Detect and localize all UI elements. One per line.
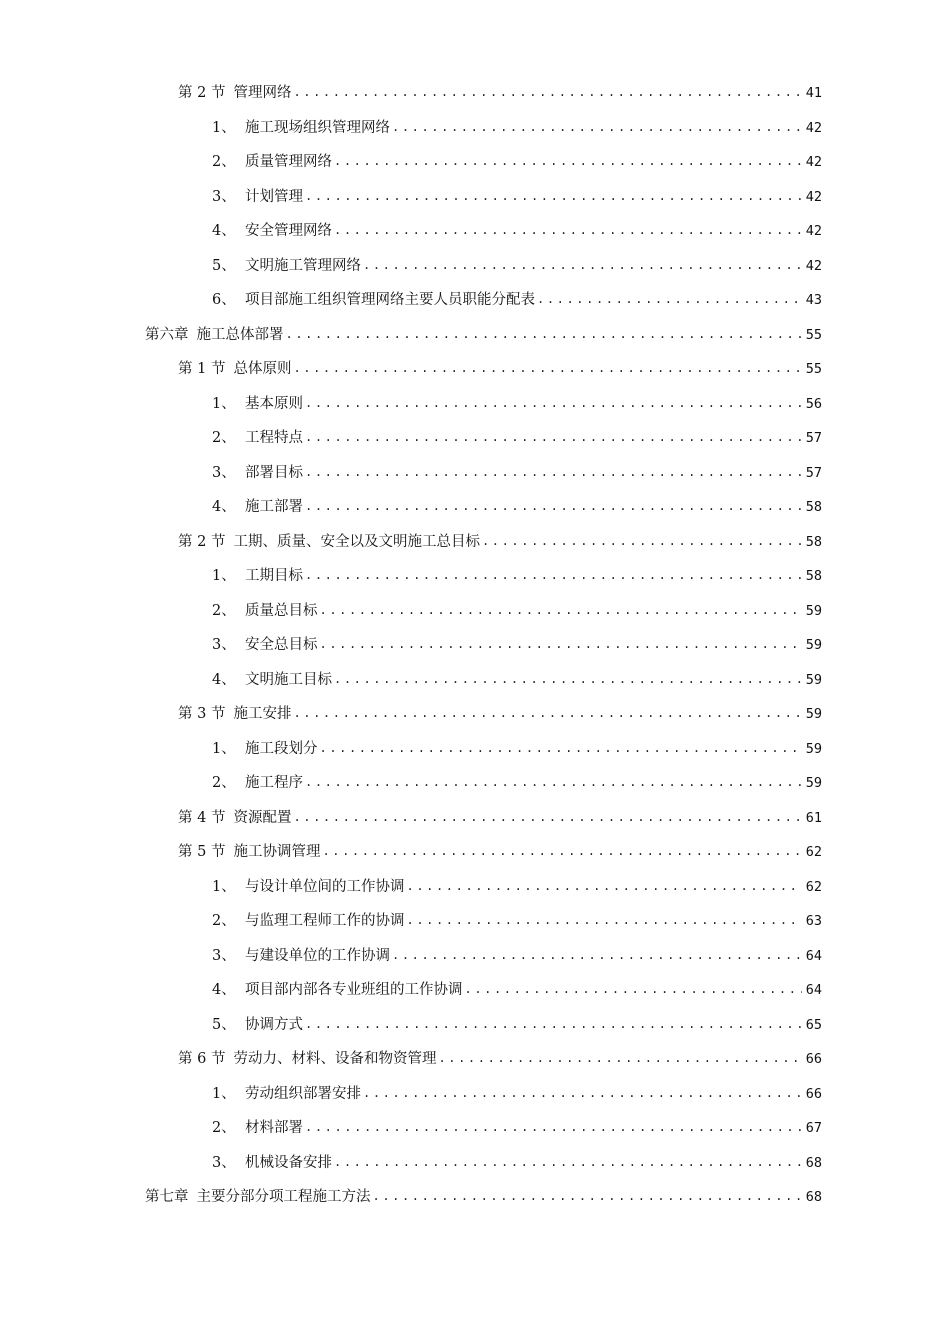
toc-entry-link[interactable] xyxy=(212,500,822,515)
toc-entry-link[interactable] xyxy=(212,776,822,791)
toc-entry-title: 施工总体部署 xyxy=(196,326,284,343)
toc-page-number: 64 xyxy=(805,947,822,964)
toc-page-number: 55 xyxy=(805,361,822,377)
toc-dot-leader xyxy=(305,569,802,581)
toc-entry-title: 管理网络 xyxy=(233,85,292,101)
toc-section-row[interactable] xyxy=(0,352,950,387)
toc-item-row[interactable] xyxy=(0,594,950,629)
toc-entry-link[interactable] xyxy=(212,1156,822,1171)
toc-entry-link[interactable] xyxy=(212,293,822,308)
toc-entry-link[interactable] xyxy=(178,707,822,722)
toc-item-row[interactable] xyxy=(0,249,950,284)
toc-dot-leader xyxy=(392,121,802,133)
toc-section-row[interactable] xyxy=(0,697,950,732)
toc-item-row[interactable] xyxy=(0,732,950,767)
toc-section-row[interactable] xyxy=(0,76,950,111)
toc-dot-leader xyxy=(363,1087,802,1099)
toc-page-number: 58 xyxy=(805,568,822,584)
toc-dot-leader xyxy=(286,328,803,340)
toc-dot-leader xyxy=(305,1018,802,1030)
toc-item-row[interactable] xyxy=(0,490,950,525)
toc-entry-title: 资源配置 xyxy=(233,809,292,826)
toc-item-row[interactable] xyxy=(0,628,950,663)
toc-page-number: 58 xyxy=(805,499,822,515)
toc-entry-number: 1、 xyxy=(212,740,236,757)
toc-page-number: 66 xyxy=(805,1051,822,1067)
toc-entry-link[interactable] xyxy=(212,155,822,170)
toc-item-row[interactable] xyxy=(0,283,950,318)
toc-page-number: 56 xyxy=(805,395,822,412)
toc-page-number: 59 xyxy=(805,706,822,722)
toc-entry-number: 1、 xyxy=(212,878,236,895)
toc-entry-link[interactable] xyxy=(178,362,822,377)
toc-entry-title: 与建设单位的工作协调 xyxy=(245,947,390,964)
toc-entry-number: 2、 xyxy=(212,1120,236,1136)
toc-dot-leader xyxy=(305,1121,802,1133)
toc-section-row[interactable] xyxy=(0,801,950,836)
toc-entry-number: 第 2 节 xyxy=(178,85,226,101)
toc-dot-leader xyxy=(482,535,802,547)
toc-entry-number: 第 4 节 xyxy=(178,809,226,826)
toc-entry-link[interactable] xyxy=(212,638,822,653)
toc-entry-number: 1、 xyxy=(212,119,236,136)
toc-entry-link[interactable] xyxy=(178,845,822,860)
toc-page-number: 64 xyxy=(805,982,822,998)
toc-section-row[interactable] xyxy=(0,835,950,870)
toc-item-row[interactable] xyxy=(0,870,950,905)
toc-entry-title: 施工段划分 xyxy=(245,740,318,757)
toc-entry-link[interactable] xyxy=(178,535,822,550)
toc-dot-leader xyxy=(438,1052,802,1064)
toc-entry-number: 4、 xyxy=(212,671,236,688)
toc-item-row[interactable] xyxy=(0,145,950,180)
toc-entry-title: 文明施工管理网络 xyxy=(245,257,361,274)
toc-entry-number: 4、 xyxy=(212,223,236,239)
toc-entry-link[interactable] xyxy=(212,569,822,584)
toc-entry-title: 部署目标 xyxy=(245,464,303,481)
toc-entry-link[interactable] xyxy=(212,121,822,136)
toc-dot-leader xyxy=(293,86,802,98)
toc-page-number: 59 xyxy=(805,637,822,653)
toc-entry-number: 1、 xyxy=(212,568,236,584)
toc-entry-title: 机械设备安排 xyxy=(245,1154,332,1171)
toc-entry-link[interactable] xyxy=(212,983,822,998)
toc-entry-title: 主要分部分项工程施工方法 xyxy=(196,1189,371,1205)
toc-entry-link[interactable] xyxy=(212,604,822,619)
toc-entry-link[interactable] xyxy=(145,328,822,343)
toc-page-number: 67 xyxy=(805,1120,822,1136)
toc-page-number: 42 xyxy=(805,257,822,274)
toc-dot-leader xyxy=(537,293,802,305)
toc-page-number: 65 xyxy=(805,1016,822,1033)
toc-chapter-row[interactable] xyxy=(0,318,950,353)
toc-dot-leader xyxy=(322,845,802,857)
toc-item-row[interactable] xyxy=(0,421,950,456)
toc-item-row[interactable] xyxy=(0,559,950,594)
toc-page-number: 66 xyxy=(805,1085,822,1102)
toc-entry-title: 质量管理网络 xyxy=(245,154,332,170)
toc-page-number: 59 xyxy=(805,671,822,688)
toc-chapter-row[interactable] xyxy=(0,1180,950,1215)
toc-section-row[interactable] xyxy=(0,525,950,560)
toc-item-row[interactable] xyxy=(0,1146,950,1181)
toc-entry-title: 劳动力、材料、设备和物资管理 xyxy=(233,1051,437,1067)
toc-entry-number: 4、 xyxy=(212,499,236,515)
toc-entry-number: 3、 xyxy=(212,1154,236,1171)
toc-entry-number: 1、 xyxy=(212,395,236,412)
toc-entry-number: 4、 xyxy=(212,982,236,998)
toc-entry-number: 第 3 节 xyxy=(178,706,226,722)
toc-dot-leader xyxy=(320,742,803,754)
toc-entry-title: 总体原则 xyxy=(233,361,292,377)
toc-entry-title: 文明施工目标 xyxy=(245,671,332,688)
toc-entry-title: 项目部施工组织管理网络主要人员职能分配表 xyxy=(245,292,535,308)
toc-entry-number: 6、 xyxy=(212,292,236,308)
toc-item-row[interactable] xyxy=(0,1111,950,1146)
toc-entry-number: 5、 xyxy=(212,1016,236,1033)
toc-entry-number: 第六章 xyxy=(145,326,189,343)
toc-page-number: 68 xyxy=(805,1189,822,1205)
toc-dot-leader xyxy=(334,155,802,167)
toc-item-row[interactable] xyxy=(0,1077,950,1112)
toc-entry-number: 2、 xyxy=(212,602,236,619)
toc-page-number: 57 xyxy=(805,464,822,481)
toc-section-row[interactable] xyxy=(0,1042,950,1077)
toc-entry-title: 工期、质量、安全以及文明施工总目标 xyxy=(233,533,480,550)
toc-entry-number: 2、 xyxy=(212,430,236,446)
toc-dot-leader xyxy=(293,707,802,719)
toc-entry-number: 2、 xyxy=(212,775,236,791)
toc-page-number: 59 xyxy=(805,775,822,791)
toc-entry-link[interactable] xyxy=(212,397,822,412)
toc-entry-number: 第 1 节 xyxy=(178,361,226,377)
toc-dot-leader xyxy=(293,811,802,823)
toc-page-number: 59 xyxy=(805,602,822,619)
toc-entry-link[interactable] xyxy=(212,259,822,274)
toc-dot-leader xyxy=(305,776,802,788)
toc-item-row[interactable] xyxy=(0,387,950,422)
toc-entry-number: 第 5 节 xyxy=(178,844,226,860)
toc-entry-title: 安全总目标 xyxy=(245,637,318,653)
toc-entry-link[interactable] xyxy=(212,949,822,964)
toc-entry-title: 与设计单位间的工作协调 xyxy=(245,878,405,895)
toc-page-number: 62 xyxy=(805,844,822,860)
toc-entry-title: 施工协调管理 xyxy=(233,844,321,860)
toc-dot-leader xyxy=(305,500,802,512)
toc-dot-leader xyxy=(320,638,803,650)
toc-entry-title: 施工现场组织管理网络 xyxy=(245,119,390,136)
toc-entry-link[interactable] xyxy=(212,914,822,929)
toc-entry-title: 施工部署 xyxy=(245,499,303,515)
toc-dot-leader xyxy=(305,431,802,443)
toc-entry-link[interactable] xyxy=(212,466,822,481)
toc-entry-title: 计划管理 xyxy=(245,188,303,205)
toc-page-number: 62 xyxy=(805,878,822,895)
toc-dot-leader xyxy=(305,397,802,409)
toc-entry-link[interactable] xyxy=(178,1052,822,1067)
toc-entry-link[interactable] xyxy=(178,86,822,101)
toc-dot-leader xyxy=(407,880,803,892)
toc-dot-leader xyxy=(465,983,803,995)
toc-dot-leader xyxy=(305,466,802,478)
toc-item-row[interactable] xyxy=(0,214,950,249)
toc-page-number: 42 xyxy=(805,188,822,205)
toc-entry-link[interactable] xyxy=(212,1087,822,1102)
toc-page-number: 61 xyxy=(805,809,822,826)
toc-page-number: 41 xyxy=(805,85,822,101)
toc-entry-title: 工期目标 xyxy=(245,568,303,584)
toc-entry-number: 第 2 节 xyxy=(178,533,226,550)
toc-entry-link[interactable] xyxy=(212,1121,822,1136)
toc-entry-number: 3、 xyxy=(212,188,236,205)
toc-entry-link[interactable] xyxy=(145,1190,822,1205)
toc-entry-number: 3、 xyxy=(212,637,236,653)
toc-entry-title: 项目部内部各专业班组的工作协调 xyxy=(245,982,463,998)
toc-page-number: 58 xyxy=(805,533,822,550)
toc-entry-link[interactable] xyxy=(178,811,822,826)
toc-entry-number: 第七章 xyxy=(145,1189,189,1205)
toc-item-row[interactable] xyxy=(0,111,950,146)
toc-item-row[interactable] xyxy=(0,973,950,1008)
toc-entry-title: 协调方式 xyxy=(245,1016,303,1033)
toc-entry-title: 与监理工程师工作的协调 xyxy=(245,913,405,929)
toc-dot-leader xyxy=(334,224,802,236)
toc-entry-link[interactable] xyxy=(212,1018,822,1033)
toc-entry-title: 基本原则 xyxy=(245,395,303,412)
toc-entry-title: 安全管理网络 xyxy=(245,223,332,239)
toc-page-number: 59 xyxy=(805,740,822,757)
toc-dot-leader xyxy=(293,362,802,374)
toc-entry-link[interactable] xyxy=(212,190,822,205)
toc-entry-title: 质量总目标 xyxy=(245,602,318,619)
toc-item-row[interactable] xyxy=(0,456,950,491)
toc-entry-title: 劳动组织部署安排 xyxy=(245,1085,361,1102)
toc-entry-link[interactable] xyxy=(212,880,822,895)
toc-entry-link[interactable] xyxy=(212,673,822,688)
toc-entry-title: 材料部署 xyxy=(245,1120,303,1136)
toc-page-number: 42 xyxy=(805,154,822,170)
toc-item-row[interactable] xyxy=(0,904,950,939)
toc-dot-leader xyxy=(305,190,802,202)
toc-page-number: 63 xyxy=(805,913,822,929)
toc-entry-number: 2、 xyxy=(212,913,236,929)
toc-page-number: 68 xyxy=(805,1154,822,1171)
toc-entry-number: 3、 xyxy=(212,464,236,481)
toc-dot-leader xyxy=(392,949,802,961)
toc-item-row[interactable] xyxy=(0,180,950,215)
toc-dot-leader xyxy=(407,914,803,926)
toc-dot-leader xyxy=(373,1190,803,1202)
toc-entry-link[interactable] xyxy=(212,224,822,239)
toc-dot-leader xyxy=(320,604,803,616)
toc-entry-number: 5、 xyxy=(212,257,236,274)
toc-item-row[interactable] xyxy=(0,663,950,698)
toc-dot-leader xyxy=(334,1156,802,1168)
toc-page-number: 42 xyxy=(805,223,822,239)
table-of-contents xyxy=(0,76,950,1215)
toc-item-row[interactable] xyxy=(0,766,950,801)
toc-entry-link[interactable] xyxy=(212,431,822,446)
toc-entry-number: 1、 xyxy=(212,1085,236,1102)
toc-page-number: 43 xyxy=(805,292,822,308)
toc-dot-leader xyxy=(334,673,802,685)
toc-page-number: 42 xyxy=(805,119,822,136)
toc-item-row[interactable] xyxy=(0,939,950,974)
toc-entry-number: 第 6 节 xyxy=(178,1051,226,1067)
toc-item-row[interactable] xyxy=(0,1008,950,1043)
toc-page-number: 57 xyxy=(805,430,822,446)
toc-entry-link[interactable] xyxy=(212,742,822,757)
toc-entry-title: 工程特点 xyxy=(245,430,303,446)
toc-entry-title: 施工程序 xyxy=(245,775,303,791)
toc-entry-number: 3、 xyxy=(212,947,236,964)
toc-entry-number: 2、 xyxy=(212,154,236,170)
toc-dot-leader xyxy=(363,259,802,271)
toc-page-number: 55 xyxy=(805,326,822,343)
toc-entry-title: 施工安排 xyxy=(233,706,292,722)
